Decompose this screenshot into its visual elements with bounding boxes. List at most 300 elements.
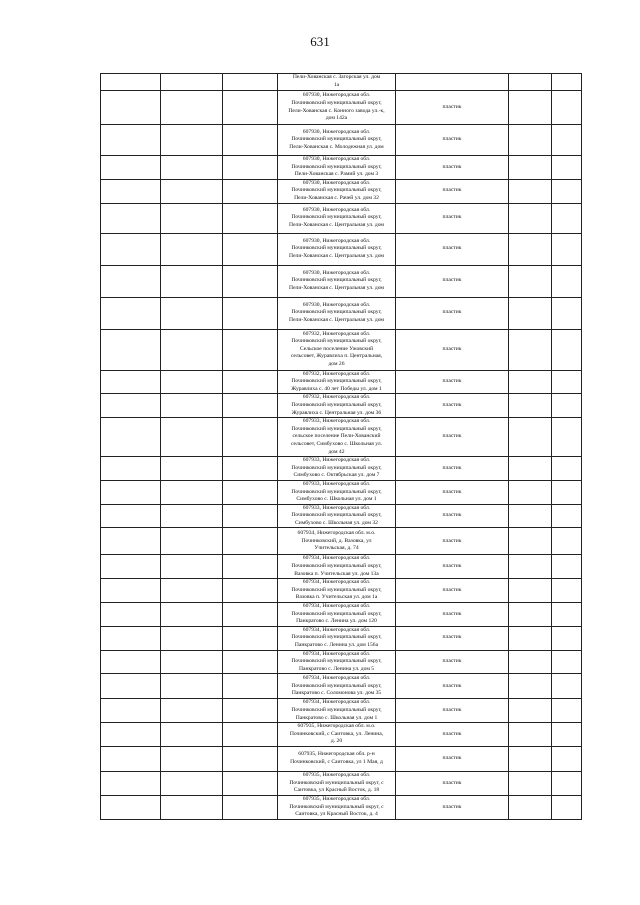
address-line: Пели-Хованская с. Рачей ул. дом 32 bbox=[294, 194, 379, 201]
address-line: Починковский муниципальный округ, bbox=[291, 309, 382, 316]
empty-cell bbox=[101, 329, 161, 370]
address-line: дом 26 bbox=[328, 360, 345, 367]
address-line: Починковский муниципальный округ, bbox=[291, 706, 382, 713]
table-row bbox=[101, 626, 582, 650]
address-line: Симбухово с. Школьная ул. дом 32 bbox=[295, 519, 378, 526]
empty-cell bbox=[101, 457, 161, 481]
material-cell: пластик bbox=[396, 650, 509, 674]
material-cell: пластик bbox=[396, 91, 509, 125]
address-line: Панкратово с. Ленина ул. дом 156а bbox=[294, 642, 379, 648]
address-cell bbox=[278, 418, 396, 457]
empty-cell bbox=[552, 179, 582, 203]
address-line: 607935, Нижегородская обл. bbox=[302, 795, 371, 802]
empty-cell bbox=[509, 650, 552, 674]
address-line: 607933, Нижегородская обл. bbox=[302, 480, 371, 487]
empty-cell bbox=[101, 370, 161, 394]
table-row bbox=[101, 579, 582, 603]
address-cell bbox=[278, 265, 396, 297]
address-line: Починковский, с Саитовка, ул. Ленина, bbox=[289, 730, 384, 737]
page-number: 631 bbox=[310, 34, 330, 49]
address-line: 607934, Нижегородская обл. bbox=[302, 603, 371, 610]
address-line: д. 20 bbox=[330, 738, 343, 745]
empty-cell bbox=[223, 603, 278, 627]
table-row bbox=[101, 203, 582, 233]
address-line: Пели-Хованская с. Загорская ул. дом bbox=[292, 74, 381, 81]
address-line: Починковский муниципальный округ, bbox=[291, 425, 382, 432]
empty-cell bbox=[101, 480, 161, 504]
address-line: Пели-Хованская с. Центральная ул. дом bbox=[289, 316, 384, 323]
table-row bbox=[101, 457, 582, 481]
empty-cell bbox=[509, 156, 552, 180]
empty-cell bbox=[101, 265, 161, 297]
empty-cell bbox=[161, 394, 223, 418]
address-line: дом 42 bbox=[328, 448, 345, 455]
table-row bbox=[101, 771, 582, 795]
address-cell bbox=[278, 203, 396, 233]
table-row bbox=[101, 156, 582, 180]
empty-cell bbox=[509, 579, 552, 603]
registry-table bbox=[100, 73, 582, 820]
empty-cell bbox=[509, 125, 552, 156]
empty-cell bbox=[552, 457, 582, 481]
address-cell bbox=[278, 771, 396, 795]
address-line: Починковский муниципальный округ, bbox=[291, 682, 382, 689]
address-line: Журавлиха с. 40 лет Победы ул. дом 1 bbox=[291, 385, 382, 392]
table-row bbox=[101, 746, 582, 771]
table-row bbox=[101, 125, 582, 156]
address-line: сельсовет, Журавлиха п. Центральная, bbox=[290, 353, 383, 360]
address-line: дом 142а bbox=[325, 115, 348, 122]
address-line: Починковский муниципальный округ, с bbox=[289, 779, 384, 786]
material-cell: пластик bbox=[396, 746, 509, 771]
address-line: 607930, Нижегородская обл. bbox=[302, 206, 371, 213]
empty-cell bbox=[223, 297, 278, 329]
address-cell bbox=[278, 555, 396, 579]
material-cell: пластик bbox=[396, 457, 509, 481]
address-line: Починковский муниципальный округ, bbox=[291, 512, 382, 519]
empty-cell bbox=[509, 329, 552, 370]
material-cell: пластик bbox=[396, 418, 509, 457]
address-cell bbox=[278, 297, 396, 329]
address-line: 607930, Нижегородская обл. bbox=[302, 128, 371, 135]
empty-cell bbox=[223, 125, 278, 156]
address-line: Саитовка, ул Красный Восток, д. 18 bbox=[293, 787, 380, 794]
empty-cell bbox=[161, 699, 223, 723]
empty-cell bbox=[101, 795, 161, 819]
address-cell bbox=[278, 91, 396, 125]
empty-cell bbox=[161, 265, 223, 297]
empty-cell bbox=[101, 723, 161, 747]
address-line: 607934, Нижегородская обл. bbox=[302, 674, 371, 681]
address-line: Починковский муниципальный округ, bbox=[291, 464, 382, 471]
address-cell bbox=[278, 746, 396, 771]
address-line: 607934, Нижегородская обл. bbox=[302, 626, 371, 633]
empty-cell bbox=[223, 795, 278, 819]
material-cell: пластик bbox=[396, 603, 509, 627]
empty-cell bbox=[552, 579, 582, 603]
empty-cell bbox=[101, 74, 161, 91]
address-cell bbox=[278, 370, 396, 394]
empty-cell bbox=[101, 699, 161, 723]
address-line: Починковский муниципальный округ, bbox=[291, 378, 382, 385]
table-row bbox=[101, 699, 582, 723]
empty-cell bbox=[161, 528, 223, 555]
address-cell bbox=[278, 723, 396, 747]
address-line: Саитовка, ул Красный Восток, д. 4 bbox=[295, 811, 378, 818]
address-line: Панкратово с. Ленина ул. дом 5 bbox=[298, 665, 375, 672]
empty-cell bbox=[509, 795, 552, 819]
empty-cell bbox=[223, 418, 278, 457]
address-cell bbox=[278, 603, 396, 627]
empty-cell bbox=[101, 771, 161, 795]
material-cell: пластик bbox=[396, 528, 509, 555]
empty-cell bbox=[552, 156, 582, 180]
empty-cell bbox=[223, 370, 278, 394]
empty-cell bbox=[552, 265, 582, 297]
empty-cell bbox=[552, 297, 582, 329]
address-cell bbox=[278, 626, 396, 650]
address-line: 607932, Нижегородская обл. bbox=[302, 370, 371, 377]
empty-cell bbox=[161, 370, 223, 394]
empty-cell bbox=[161, 156, 223, 180]
material-cell: пластик bbox=[396, 771, 509, 795]
address-line: 607932, Нижегородская обл. bbox=[302, 330, 371, 337]
address-line: Починковский, с Саитовка, ул 1 Мая, д bbox=[290, 758, 383, 765]
address-line: Починковский муниципальный округ, bbox=[291, 338, 382, 345]
empty-cell bbox=[509, 370, 552, 394]
empty-cell bbox=[223, 394, 278, 418]
address-cell bbox=[278, 125, 396, 156]
address-line: 1а bbox=[333, 82, 340, 88]
address-line: Починковский муниципальный округ, bbox=[291, 488, 382, 495]
empty-cell bbox=[101, 650, 161, 674]
address-line: Пели-Хованская с. Конного завода ул.-к, bbox=[288, 107, 385, 114]
empty-cell bbox=[101, 156, 161, 180]
address-line: Вазовка п. Учительская ул. дом 13а bbox=[294, 570, 379, 577]
address-line: Починковский муниципальный округ, bbox=[291, 658, 382, 665]
empty-cell bbox=[101, 394, 161, 418]
address-cell bbox=[278, 480, 396, 504]
address-line: Починковский муниципальный округ, bbox=[291, 163, 382, 170]
empty-cell bbox=[161, 179, 223, 203]
empty-cell bbox=[509, 394, 552, 418]
empty-cell bbox=[161, 626, 223, 650]
table-row bbox=[101, 650, 582, 674]
empty-cell bbox=[509, 74, 552, 91]
material-cell: пластик bbox=[396, 504, 509, 528]
empty-cell bbox=[509, 626, 552, 650]
empty-cell bbox=[509, 480, 552, 504]
empty-cell bbox=[101, 626, 161, 650]
empty-cell bbox=[223, 674, 278, 699]
address-cell bbox=[278, 233, 396, 265]
address-line: 607930, Нижегородская обл. bbox=[302, 92, 371, 99]
material-cell: пластик bbox=[396, 723, 509, 747]
address-cell bbox=[278, 504, 396, 528]
table-row bbox=[101, 179, 582, 203]
empty-cell bbox=[509, 699, 552, 723]
address-line: 607934, Нижегородская обл. bbox=[302, 650, 371, 657]
empty-cell bbox=[552, 795, 582, 819]
address-cell bbox=[278, 457, 396, 481]
empty-cell bbox=[552, 480, 582, 504]
empty-cell bbox=[223, 626, 278, 650]
empty-cell bbox=[161, 457, 223, 481]
address-cell bbox=[278, 579, 396, 603]
empty-cell bbox=[223, 528, 278, 555]
address-cell bbox=[278, 699, 396, 723]
address-cell bbox=[278, 179, 396, 203]
address-line: Починковский муниципальный округ, с bbox=[289, 803, 384, 810]
table-row bbox=[101, 504, 582, 528]
empty-cell bbox=[552, 723, 582, 747]
empty-cell bbox=[223, 555, 278, 579]
table-row bbox=[101, 555, 582, 579]
material-cell: пластик bbox=[396, 203, 509, 233]
empty-cell bbox=[161, 74, 223, 91]
table-row bbox=[101, 603, 582, 627]
address-line: 607935, Нижегородская обл. bbox=[302, 772, 371, 779]
address-line: 607933, Нижегородская обл. bbox=[302, 457, 371, 464]
table-row bbox=[101, 233, 582, 265]
empty-cell bbox=[509, 418, 552, 457]
address-cell bbox=[278, 74, 396, 91]
empty-cell bbox=[552, 626, 582, 650]
empty-cell bbox=[161, 579, 223, 603]
address-cell bbox=[278, 156, 396, 180]
address-line: Журавлиха с. Центральная ул. дом 36 bbox=[291, 409, 382, 416]
empty-cell bbox=[509, 91, 552, 125]
table-row bbox=[101, 394, 582, 418]
empty-cell bbox=[161, 723, 223, 747]
address-line: 607932, Нижегородская обл. bbox=[302, 394, 371, 401]
address-line: 607934, Нижегородская обл. bbox=[302, 699, 371, 706]
table-row bbox=[101, 297, 582, 329]
empty-cell bbox=[101, 579, 161, 603]
address-line: 607935, Нижегородская обл. м.о. bbox=[297, 723, 376, 730]
material-cell: пластик bbox=[396, 179, 509, 203]
address-line: 607930, Нижегородская обл. bbox=[302, 301, 371, 308]
empty-cell bbox=[101, 125, 161, 156]
address-line: Панкратово с. Ленина ул. дом 120 bbox=[296, 618, 377, 625]
empty-cell bbox=[101, 504, 161, 528]
empty-cell bbox=[223, 650, 278, 674]
empty-cell bbox=[552, 329, 582, 370]
empty-cell bbox=[161, 125, 223, 156]
address-line: 607933, Нижегородская обл. bbox=[302, 418, 371, 425]
empty-cell bbox=[552, 370, 582, 394]
empty-cell bbox=[101, 674, 161, 699]
address-line: сельсовет, Симбухово с. Школьная ул. bbox=[290, 440, 383, 447]
empty-cell bbox=[509, 203, 552, 233]
material-cell: пластик bbox=[396, 699, 509, 723]
address-line: Починковский, д. Вазовка, ул bbox=[301, 537, 372, 544]
empty-cell bbox=[223, 265, 278, 297]
empty-cell bbox=[223, 457, 278, 481]
address-line: Пели-Хованская с. Центральная ул. дом bbox=[289, 221, 384, 228]
address-line: Пели-Хованская с. Рамий ул. дом 3 bbox=[294, 171, 379, 178]
address-line: Починковский муниципальный округ, bbox=[291, 214, 382, 221]
address-line: Пели-Хованская с. Центральная ул. дом bbox=[289, 252, 384, 259]
address-line: сельское поселение Пели-Хованский bbox=[292, 433, 381, 440]
empty-cell bbox=[223, 91, 278, 125]
address-line: Починковский муниципальный округ, bbox=[291, 634, 382, 641]
empty-cell bbox=[223, 480, 278, 504]
empty-cell bbox=[552, 746, 582, 771]
address-line: Починковский муниципальный округ, bbox=[291, 401, 382, 408]
address-line: 607930, Нижегородская обл. bbox=[302, 179, 371, 186]
empty-cell bbox=[161, 233, 223, 265]
material-cell: пластик bbox=[396, 626, 509, 650]
empty-cell bbox=[223, 699, 278, 723]
empty-cell bbox=[223, 504, 278, 528]
material-cell: пластик bbox=[396, 674, 509, 699]
address-cell bbox=[278, 394, 396, 418]
address-line: Симбухово с. Октябрьская ул. дом 7 bbox=[293, 472, 380, 479]
empty-cell bbox=[101, 233, 161, 265]
empty-cell bbox=[552, 674, 582, 699]
empty-cell bbox=[161, 418, 223, 457]
table-row bbox=[101, 723, 582, 747]
material-cell: пластик bbox=[396, 329, 509, 370]
empty-cell bbox=[223, 233, 278, 265]
empty-cell bbox=[509, 771, 552, 795]
address-line: Сельское поселение Ужовский bbox=[299, 345, 374, 352]
address-line: Починковский муниципальный округ, bbox=[291, 563, 382, 570]
empty-cell bbox=[509, 457, 552, 481]
empty-cell bbox=[161, 746, 223, 771]
empty-cell bbox=[552, 699, 582, 723]
material-cell: пластик bbox=[396, 480, 509, 504]
empty-cell bbox=[552, 203, 582, 233]
empty-cell bbox=[101, 297, 161, 329]
address-line: Панкратово с. Соломонова ул. дом 35 bbox=[291, 690, 382, 697]
empty-cell bbox=[161, 650, 223, 674]
empty-cell bbox=[161, 203, 223, 233]
empty-cell bbox=[552, 650, 582, 674]
empty-cell bbox=[223, 579, 278, 603]
material-cell: пластик bbox=[396, 156, 509, 180]
address-line: Починковский муниципальный округ, bbox=[291, 99, 382, 106]
empty-cell bbox=[552, 528, 582, 555]
empty-cell bbox=[552, 74, 582, 91]
empty-cell bbox=[161, 91, 223, 125]
empty-cell bbox=[101, 555, 161, 579]
empty-cell bbox=[161, 504, 223, 528]
material-cell: пластик bbox=[396, 579, 509, 603]
material-cell bbox=[396, 74, 509, 91]
table-row bbox=[101, 265, 582, 297]
table-row bbox=[101, 795, 582, 819]
empty-cell bbox=[509, 723, 552, 747]
address-cell bbox=[278, 528, 396, 555]
empty-cell bbox=[552, 555, 582, 579]
address-line: 607934, Нижегородская обл. bbox=[302, 579, 371, 586]
address-cell bbox=[278, 650, 396, 674]
address-cell bbox=[278, 795, 396, 819]
empty-cell bbox=[223, 74, 278, 91]
address-line: Починковский муниципальный округ, bbox=[291, 136, 382, 143]
empty-cell bbox=[509, 504, 552, 528]
address-line: Починковский муниципальный округ, bbox=[291, 610, 382, 617]
empty-cell bbox=[223, 723, 278, 747]
material-cell: пластик bbox=[396, 370, 509, 394]
empty-cell bbox=[552, 504, 582, 528]
table-row bbox=[101, 528, 582, 555]
empty-cell bbox=[161, 329, 223, 370]
table-row bbox=[101, 91, 582, 125]
empty-cell bbox=[101, 603, 161, 627]
table-row bbox=[101, 674, 582, 699]
empty-cell bbox=[509, 233, 552, 265]
empty-cell bbox=[509, 265, 552, 297]
empty-cell bbox=[223, 329, 278, 370]
address-line: Учительская, д. 74 bbox=[314, 545, 359, 552]
table-row bbox=[101, 480, 582, 504]
empty-cell bbox=[509, 555, 552, 579]
address-line: 607934, Нижегородская обл. м.о. bbox=[297, 530, 376, 537]
empty-cell bbox=[161, 674, 223, 699]
address-line: Симбухово с. Школьная ул. дом 1 bbox=[296, 496, 377, 503]
empty-cell bbox=[161, 297, 223, 329]
empty-cell bbox=[223, 156, 278, 180]
empty-cell bbox=[161, 555, 223, 579]
address-line: 607930, Нижегородская обл. bbox=[302, 269, 371, 276]
material-cell: пластик bbox=[396, 555, 509, 579]
empty-cell bbox=[552, 394, 582, 418]
empty-cell bbox=[509, 674, 552, 699]
material-cell: пластик bbox=[396, 265, 509, 297]
material-cell: пластик bbox=[396, 394, 509, 418]
empty-cell bbox=[161, 603, 223, 627]
material-cell: пластик bbox=[396, 795, 509, 819]
empty-cell bbox=[552, 603, 582, 627]
address-cell bbox=[278, 674, 396, 699]
empty-cell bbox=[161, 795, 223, 819]
empty-cell bbox=[552, 233, 582, 265]
empty-cell bbox=[552, 418, 582, 457]
address-line: Пели-Хованская с. Молодежная ул. дом bbox=[289, 143, 384, 150]
address-line: Починковский муниципальный округ, bbox=[291, 245, 382, 252]
address-line: Починковский муниципальный округ, bbox=[291, 277, 382, 284]
empty-cell bbox=[101, 528, 161, 555]
empty-cell bbox=[223, 179, 278, 203]
empty-cell bbox=[552, 771, 582, 795]
address-line: Починковский муниципальный округ, bbox=[291, 586, 382, 593]
address-line: 607934, Нижегородская обл. bbox=[302, 555, 371, 562]
address-line: 607930, Нижегородская обл. bbox=[302, 237, 371, 244]
empty-cell bbox=[101, 418, 161, 457]
empty-cell bbox=[509, 746, 552, 771]
table-body bbox=[101, 74, 582, 820]
table-row bbox=[101, 418, 582, 457]
table-row bbox=[101, 329, 582, 370]
empty-cell bbox=[509, 528, 552, 555]
empty-cell bbox=[223, 746, 278, 771]
address-line: Вазовка п. Учительская ул. дом 1а bbox=[295, 594, 378, 601]
address-cell bbox=[278, 329, 396, 370]
empty-cell bbox=[161, 480, 223, 504]
empty-cell bbox=[223, 771, 278, 795]
material-cell: пластик bbox=[396, 297, 509, 329]
empty-cell bbox=[552, 125, 582, 156]
table-row bbox=[101, 370, 582, 394]
material-cell: пластик bbox=[396, 125, 509, 156]
empty-cell bbox=[509, 297, 552, 329]
address-line: 607933, Нижегородская обл. bbox=[302, 504, 371, 511]
empty-cell bbox=[509, 179, 552, 203]
address-line: Пели-Хованская с. Центральная ул. дом bbox=[289, 284, 384, 291]
